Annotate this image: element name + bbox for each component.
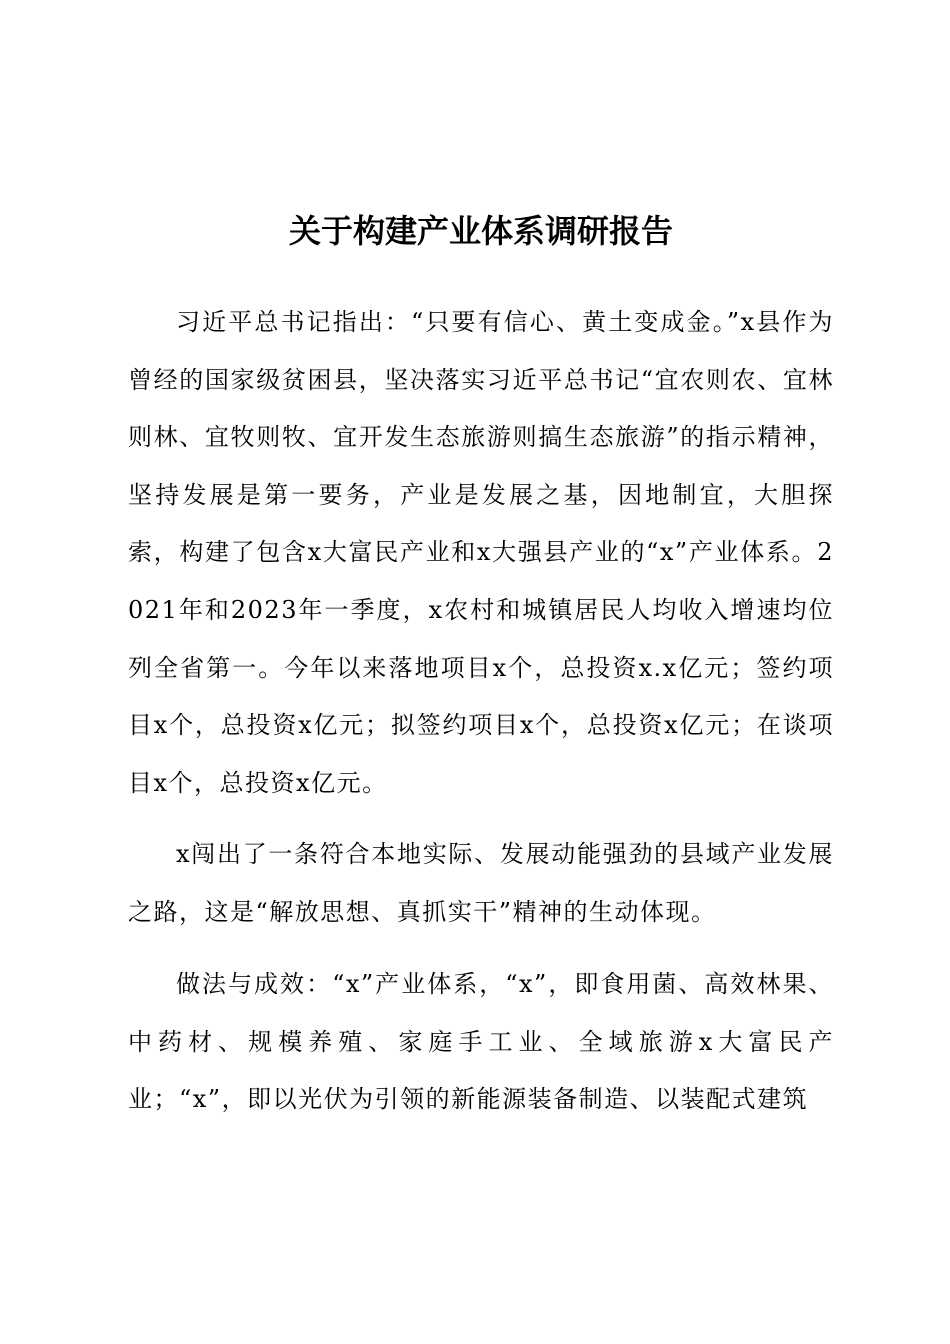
- paragraph-summary: x闯出了一条符合本地实际、发展动能强劲的县域产业发展之路，这是“解放思想、真抓实干”精神的生动体现。: [128, 840, 834, 926]
- document-title: 关于构建产业体系调研报告: [288, 212, 673, 250]
- paragraph-practice-results: 做法与成效：“x”产业体系，“x”，即食用菌、高效林果、中药材、规模养殖、家庭手工业、全域旅游x大富民产业；“x”，即以光伏为引领的新能源装备制造、以装配式建筑: [128, 970, 834, 1114]
- paragraph-intro: 习近平总书记指出：“只要有信心、黄土变成金。”x县作为曾经的国家级贫困县，坚决落实习近平总书记“宜农则农、宜林则林、宜牧则牧、宜开发生态旅游则搞生态旅游”的指示精神，坚持发展是第一要务，产业是发展之基，因地制宜，大胆探索，构建了包含x大富民产业和x大强县产业的“x”产业体系。2021年和2023年一季度，x农村和城镇居民人均收入增速均位列全省第一。今年以来落地项目x个，总投资x.x亿元；签约项目x个，总投资x亿元；拟签约项目x个，总投资x亿元；在谈项目x个，总投资x亿元。: [128, 308, 834, 797]
